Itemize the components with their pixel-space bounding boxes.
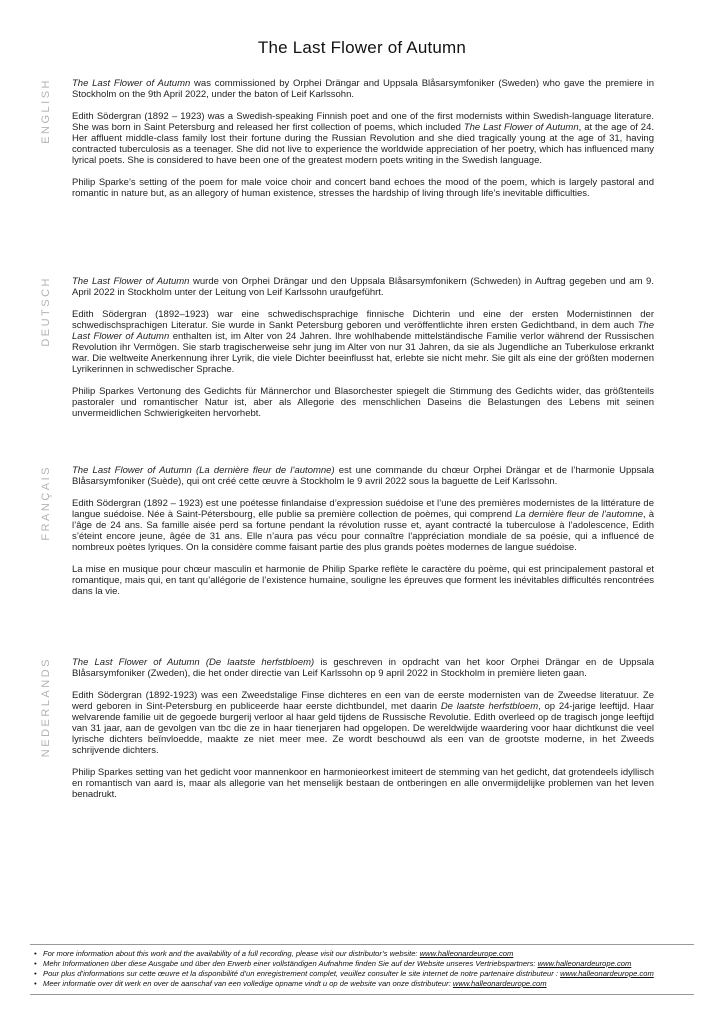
paragraph-english-1: The Last Flower of Autumn was commissioned by Orphei Drängar and Uppsala Blåsarsymfoniker (Sweden) who gave the premiere in Stockholm on the 9th April 2022, under the baton of Leif Karlssohn.	[72, 78, 654, 100]
paragraph-french-2: Edith Södergran (1892 – 1923) est une poétesse finlandaise d’expression suédoise et l’une des premières modernistes de la littérature de langue suédoise. Née à Saint-Pétersbourg, elle publie sa première collection de poèmes, qui comprend La dernière fleur de l’automne, à l’âge de 24 ans. Sa famille aisée perd sa fortune pendant la révolution russe et, ayant contracté la tuberculose à l’adolescence, Edith s’éteint encore jeune, âgée de 31 ans. Elle n’aura pas vécu pour connaître l’appréciation mondiale de sa poésie, qui a influencé de nombreux poètes lyriques. On la considère comme faisant partie des plus grands poètes modernes de langue suédoise.	[72, 498, 655, 553]
section-english	[40, 78, 654, 199]
distributor-link[interactable]: www.halleonardeurope.com	[537, 959, 632, 968]
distributor-link[interactable]: www.halleonardeurope.com	[452, 979, 547, 988]
section-label-german: DEUTSCH	[40, 276, 52, 347]
section-label-dutch: NEDERLANDS	[40, 657, 52, 758]
paragraph-french-1: The Last Flower of Autumn (La dernière fleur de l’automne) est une commande du chœur Orphei Drängar et de l’harmonie Uppsala Blåsarsymfoniker (Suède), qui ont créé cette œuvre à Stockholm le 9 avril 2022 sous la baguette de Leif Karlssohn.	[72, 465, 654, 487]
section-dutch	[40, 657, 655, 800]
distributor-link[interactable]: www.halleonardeurope.com	[560, 969, 654, 978]
bullet-icon: •	[34, 959, 37, 968]
footer-note-french	[34, 969, 692, 979]
paragraph-dutch-1: The Last Flower of Autumn (De laatste herfstbloem) is geschreven in opdracht van het koor Orphei Drängar en de Uppsala Blåsarsymfoniker (Zweden), die het onder directie van Leif Karlssohn op 9 april 2022 in Stockholm in première lieten gaan.	[72, 657, 655, 679]
page-title: The Last Flower of Autumn	[257, 38, 467, 57]
footer-note-text: Mehr Informationen über diese Ausgabe und über den Erwerb einer vollständigen Aufnahme finden Sie auf der Website unseres Vertriebspartners:	[43, 959, 538, 968]
footer-note-english	[34, 949, 692, 959]
section-french	[40, 465, 655, 597]
section-german	[40, 276, 654, 419]
footer-note-text: Meer informatie over dit werk en over de aanschaf van een volledige opname vindt u op de website van onze distributeur:	[43, 979, 453, 988]
footer-note-text: For more information about this work and the availability of a full recording, please visit our distributor’s website:	[43, 949, 420, 958]
footer	[30, 944, 694, 995]
paragraph-english-2: Edith Södergran (1892 – 1923) was a Swedish-speaking Finnish poet and one of the first modernists within Swedish-language literature. She was born in Saint Petersburg and released her first collection of poems, which included The Last Flower of Autumn, at the age of 24. Her affluent middle-class family lost their fortune during the Russian Revolution and she died tragically young at the age of 31, having contracted tuberculosis as a teenager. She did not live to experience the worldwide appreciation of her poetry, which has influenced many lyrical poets. She is considered to have been one of the greatest modern poets writing in the Swedish language.	[72, 111, 654, 166]
footer-note-text: Pour plus d’informations sur cette œuvre et la disponibilité d’un enregistrement complet, veuillez consulter le site internet de notre partenaire distributeur :	[43, 969, 561, 978]
bullet-icon: •	[34, 949, 37, 958]
paragraph-dutch-3: Philip Sparkes setting van het gedicht voor mannenkoor en harmonieorkest imiteert de stemming van het gedicht, dat grotendeels idyllisch en romantisch van aard is, maar als allegorie van het menselijk bestaan de ontberingen en alle onvermijdelijke problemen van het leven benadrukt.	[72, 767, 654, 800]
footer-note-german	[34, 959, 692, 969]
bullet-icon: •	[34, 979, 37, 988]
paragraph-german-3: Philip Sparkes Vertonung des Gedichts für Männerchor und Blasorchester spiegelt die Stimmung des Gedichts wider, das größtenteils pastoraler und romantischer Natur ist, aber als Allegorie des menschlichen Daseins die Belastungen des Lebens mit seinen unvermeidlichen Schwierigkeiten hervorhebt.	[72, 386, 654, 419]
footer-note-dutch	[34, 979, 692, 989]
paragraph-dutch-2: Edith Södergran (1892-1923) was een Zweedstalige Finse dichteres en een van de eerste modernisten van de Zweedse literatuur. Ze werd geboren in Sint-Petersburg en publiceerde haar eerste dichtbundel, met daarin De laatste herfstbloem, op 24-jarige leeftijd. Haar welvarende familie uit de gegoede burgerij verloor al haar geld tijdens de Russische Revolutie. Edith overleed op de tragisch jonge leeftijd van 31 jaar, aan de gevolgen van tbc die ze in haar tienerjaren had opgelopen. De wereldwijde waardering voor haar dichtkunst die veel lyrische dichters beïnvloedde, maakte ze niet meer mee. Ze wordt beschouwd als een van de grootste moderne, in het Zweeds schrijvende dichters.	[72, 690, 655, 756]
paragraph-german-2: Edith Södergran (1892–1923) war eine schwedischsprachige finnische Dichterin und eine der ersten Modernistinnen der schwedischsprachigen Literatur. Sie wurde in Sankt Petersburg geboren und veröffentlichte ihren ersten Gedichtband, in dem auch The Last Flower of Autumn enthalten ist, im Alter von 24 Jahren. Ihre wohlhabende mittelständische Familie verlor während der Russischen Revolution ihr Vermögen. Sie starb tragischerweise sehr jung im Alter von nur 31 Jahren, da sie als Jugendliche an Tuberkulose erkrankt war. Die weltweite Anerkennung ihrer Lyrik, die viele Dichter beeinflusst hat, erlebte sie nicht mehr. Sie gilt als eine der größten modernen Lyrikerinnen in schwedischer Sprache.	[72, 309, 654, 375]
paragraph-english-3: Philip Sparke’s setting of the poem for male voice choir and concert band echoes the mood of the poem, which is largely pastoral and romantic in nature but, as an allegory of human existence, stresses the hardship of living through life’s inevitable difficulties.	[72, 177, 654, 199]
section-label-french: FRANÇAIS	[40, 465, 52, 541]
section-label-english: ENGLISH	[40, 78, 52, 144]
bullet-icon: •	[34, 969, 37, 978]
paragraph-german-1: The Last Flower of Autumn wurde von Orphei Drängar und den Uppsala Blåsarsymfonikern (Schweden) in Auftrag gegeben und am 9. April 2022 in Stockholm unter der Leitung von Leif Karlssohn uraufgeführt.	[72, 276, 654, 298]
paragraph-french-3: La mise en musique pour chœur masculin et harmonie de Philip Sparke reflète le caractère du poème, qui est principalement pastoral et romantique, mais qui, en tant qu’allégorie de l’existence humaine, souligne les épreuves que forment les inévitables difficultés rencontrées dans la vie.	[72, 564, 654, 597]
distributor-link[interactable]: www.halleonardeurope.com	[419, 949, 514, 958]
